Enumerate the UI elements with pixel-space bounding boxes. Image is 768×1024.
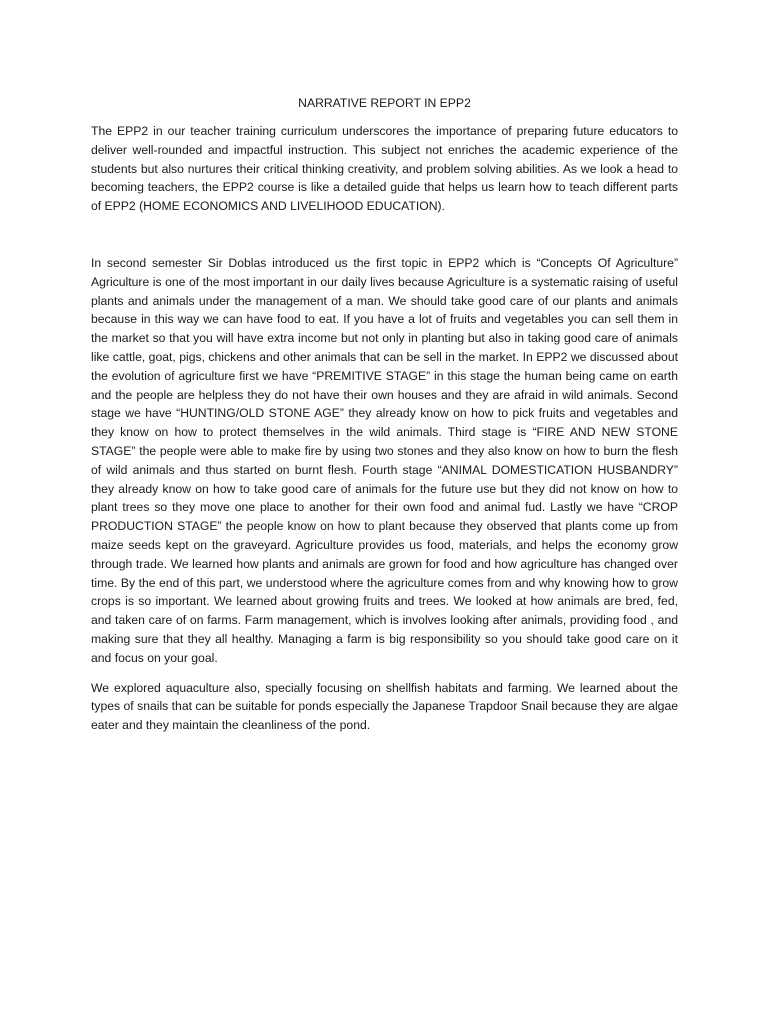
paragraph-concepts-of-agriculture: In second semester Sir Doblas introduced us the first topic in EPP2 which is “Concepts Of Agriculture” Agriculture is one of the most important in our daily lives because Agriculture is a systematic raising of useful plants and animals under the management of a man. We should take good care of our plants and animals because in this way we can have food to eat. If you have a lot of fruits and vegetables you can sell them in the market so that you will have extra income but not only in planting but also in taking good care of animals like cattle, goat, pigs, chickens and other animals that can be sell in the market. In EPP2 we discussed about the evolution of agriculture first we have “PREMITIVE STAGE” in this stage the human being came on earth and the people are helpless they do not have their own houses and they are afraid in wild animals. Second stage we have “HUNTING/OLD STONE AGE” they already know on how to pick fruits and vegetables and they know on how to protect themselves in the wild animals. Third stage is “FIRE AND NEW STONE STAGE” the people were able to make fire by using two stones and they also know on how to burn the flesh of wild animals and thus started on burnt flesh. Fourth stage “ANIMAL DOMESTICATION HUSBANDRY” they already know on how to take good care of animals for the future use but they did not know on how to plant trees so they move one place to another for their own food and animal fud. Lastly we have “CROP PRODUCTION STAGE” the people know on how to plant because they observed that plants come up from maize seeds kept on the graveyard. Agriculture provides us food, materials, and helps the economy grow through trade. We learned how plants and animals are grown for food and how agriculture has changed over time. By the end of this part, we understood where the agriculture comes from and why knowing how to grow crops is so important. We learned about growing fruits and trees. We looked at how animals are bred, fed, and taken care of on farms. Farm management, which is involves looking after animals, providing food , and making sure that they all healthy. Managing a farm is big responsibility so you should take good care on it and focus on your goal. [91,255,678,665]
paragraph-aquaculture: We explored aquaculture also, specially focusing on shellfish habitats and farming. We learned about the types of snails that can be suitable for ponds especially the Japanese Trapdoor Snail because they are algae eater and they maintain the cleanliness of the pond. [91,680,678,733]
document-title: NARRATIVE REPORT IN EPP2 [298,96,471,110]
paragraph-introduction: The EPP2 in our teacher training curriculum underscores the importance of preparing future educators to deliver well-rounded and impactful instruction. This subject not enriches the academic experience of the students but also nurtures their critical thinking creativity, and problem solving abilities. As we look a head to becoming teachers, the EPP2 course is like a detailed guide that helps us learn how to teach different parts of EPP2 (HOME ECONOMICS AND LIVELIHOOD EDUCATION). [91,124,678,214]
